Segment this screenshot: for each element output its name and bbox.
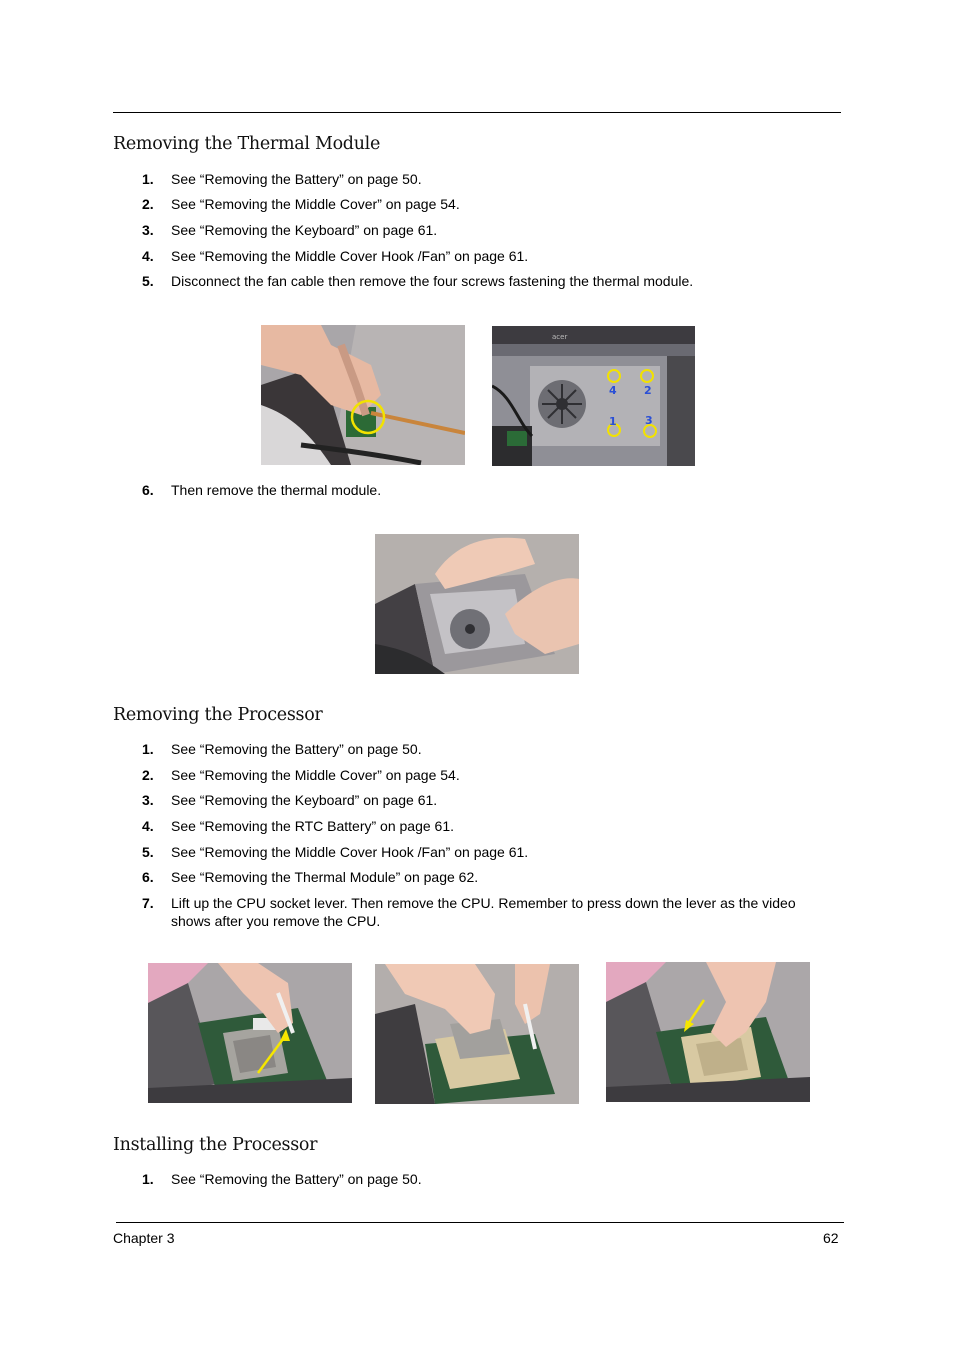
acer-logo: acer (552, 333, 568, 341)
screw-label: 4 (609, 384, 617, 397)
page-number: 62 (823, 1230, 839, 1246)
fan-cable-photo (261, 325, 465, 465)
footer-chapter: Chapter 3 (113, 1230, 175, 1246)
screw-label: 2 (644, 384, 652, 397)
thermal-module-removal-photo (375, 534, 579, 674)
section-title-processor-remove: Removing the Processor (113, 705, 323, 725)
thermal-screws-photo (492, 326, 695, 466)
section-title-thermal: Removing the Thermal Module (113, 134, 381, 154)
screw-label: 3 (645, 414, 653, 427)
header-rule (113, 112, 841, 113)
cpu-lever-press-photo (606, 962, 810, 1102)
footer-rule (116, 1222, 844, 1223)
cpu-removal-photo (375, 964, 579, 1104)
cpu-lever-lift-photo (148, 963, 352, 1103)
screw-label: 1 (609, 415, 617, 428)
section-title-processor-install: Installing the Processor (113, 1135, 318, 1155)
